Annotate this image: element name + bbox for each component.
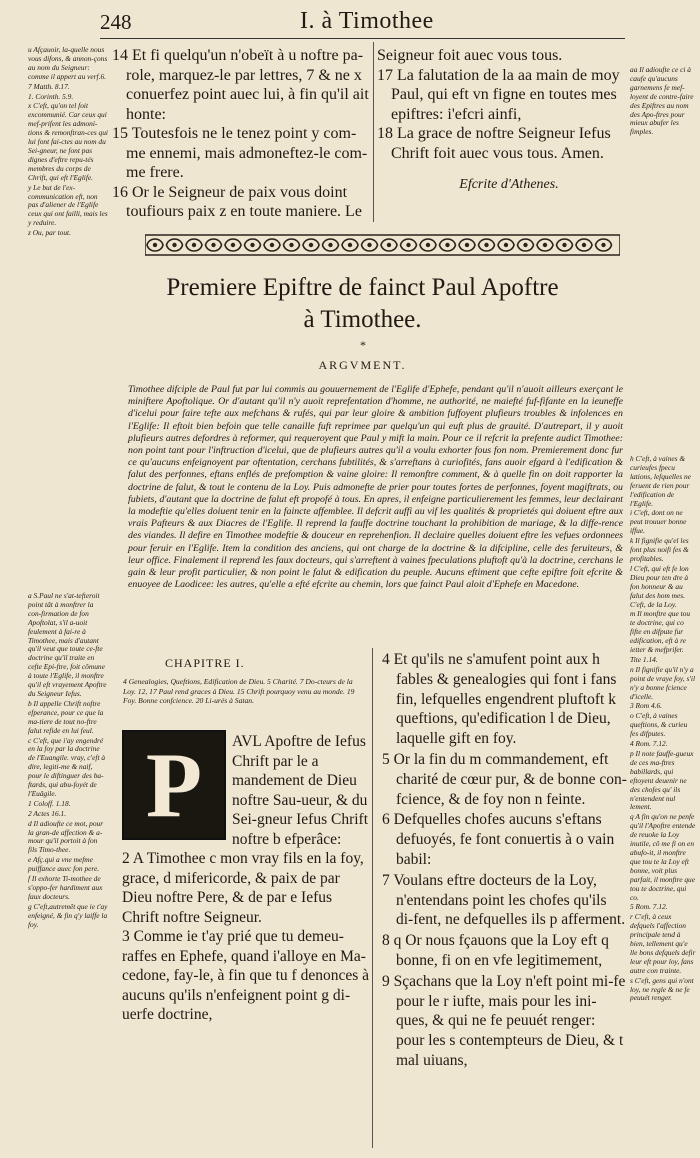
verse: 9 Sçachans que la Loy n'eft point mi-fe pour le r iufte, mais pour les ini-ques, & qui ne fe peuuét renger: pour les s contempteurs de Dieu, & t mal uiuans,	[382, 972, 626, 1069]
ornament-dot	[270, 243, 274, 247]
margin-note: k Il fignifie qu'el les font plus noifi fes & profitables.	[630, 536, 689, 563]
margin-note: b Il appelle Chrift noftre efperance, pour ce que la ma-tiere de tout no-ftre falut refide en lui feul.	[28, 698, 104, 735]
ornament-dot	[250, 243, 254, 247]
running-title: I. à Timothee	[300, 8, 434, 34]
margin-note: a S.Paul ne s'at-tefteroit point tât à monftrer la con-firmation de fon Apoftolat, s'il a-uoit feulement à fai-re à Timothee, mais d'autant qu'il veut que toute ce-fte doctrine qu'il traite en cefte Epi-ftre, foit cômune à toute l'Eglife, il monftre qu'il eft vrayement Apoftre du Seigneur Iefus.	[28, 591, 107, 698]
left-margin-notes-top	[28, 46, 108, 239]
margin-note: x C'eft, qu'on tel foit excommunié. Car ceux qui mef-prifent les admoni-tions & remonftran-ces qui lui font fai-ctes au nom du Sei-gneur, ne font pas dignes d'eftre repu-tés membres du corps de Chrift, qui eft l'Eglife.	[28, 101, 108, 182]
margin-note: h C'eft, à vaines & curieufes fpecu lations, lefquelles ne feruent de rien pour l'edification de l'Eglife.	[630, 454, 691, 508]
verse: 6 Defquelles chofes aucuns s'eftans defuoyés, fe font conuertis à o vain babil:	[382, 811, 615, 868]
ornament-dot	[153, 243, 157, 247]
ornament-dot	[465, 243, 469, 247]
chapter-left-column	[122, 732, 370, 1025]
top-right-column	[377, 46, 627, 195]
verse: 4 Et qu'ils ne s'amufent point aux h fables & genealogies qui font i fans fin, lefquelles engendrent pluftoft k queftions, qu'edification l de Dieu, laquelle gift en foy.	[382, 651, 617, 748]
right-margin-notes-bottom	[630, 455, 696, 1004]
ornament-dot	[523, 243, 527, 247]
epistle-title	[100, 272, 625, 336]
ornament-dot	[426, 243, 430, 247]
margin-note: 1. Corinth. 5.9.	[28, 91, 74, 101]
ornament-dot	[211, 243, 215, 247]
margin-note: o C'eft, à vaines queftions, & curieu fes difputes.	[630, 711, 688, 739]
ornament-dot	[309, 243, 313, 247]
margin-note: g C'eft,autremêt que ie t'ay enfeigné, & fin q'y laiffe la foy.	[28, 901, 108, 929]
ornament-band	[145, 234, 620, 256]
right-margin-note-top	[630, 66, 696, 138]
margin-note: p Il note fauffe-gueux de ces ma-ftres babillards, qui eftoyent deuenir ne des chofes qu' ils n'entendent nul lement.	[630, 749, 694, 812]
margin-note: 2 Actes 16.1.	[28, 808, 67, 818]
ornament-dot	[562, 243, 566, 247]
margin-note: Tite 1.14.	[630, 654, 658, 664]
margin-note: d Il adioufte ce mot, pour la gran-de affection & a-mour qu'il portoit à fon fils Timo-thee.	[28, 818, 104, 855]
margin-note: 4 Rom. 7.12.	[630, 739, 668, 749]
margin-note: 5 Rom. 7.12.	[630, 902, 668, 912]
margin-note: y Le but de l'ex-communication eft, non pas d'aliener de l'Eglife ceux qui ont failli, mais les y reduire.	[28, 182, 108, 228]
signoff: Efcrite d'Athenes.	[459, 177, 559, 192]
ornament-dot	[289, 243, 293, 247]
ornament-dot	[387, 243, 391, 247]
verse: 3 Comme ie t'ay prié que tu demeu-raffes en Ephefe, quand i'alloye en Ma-cedone, fay-le, à fin que tu f denonces à aucuns qu'ils n'enfeignent point g di-uerfe doctrine,	[122, 928, 370, 1023]
margin-note: f Il exhorte Ti-mothee de s'oppo-fer hardiment aux faux docteurs.	[28, 874, 103, 901]
argument-paragraph: Timothee difciple de Paul fut par lui commis au gouuernement de l'Eglife d'Ephefe, pendant qu'il n'auoit ailleurs exerçant le miniftere Apoftolique. Or d'autant qu'il n'y auoit reprefentation d'homme, ne authorité, ne maiefté fuf-fifante en la ieuneffe d'icelui pour faire tefte aux mefchans & rufés, qui par leur gloire & ambition fuffoyent plufieurs troubles & infolences en l'Eglife: Il eftoit bien befoin que telle canaille fuft reprimee par quelqu'un qui euft plus de grauité. D'autrepart, il y auoit plufieurs autres defordres à reformer, qui requeroyent que Paul y mift la main. Pour ce il refcrit la prefente audict Timothee: non point tant pour l'inftruction d'icelui, que de plufieurs autres qu'il a voulu exhorter fous fon nom. Premierement donc fur ce qu'aucuns enfeignoyent par oftentation, cerchans fubtilités, & s'arreftans à curiofités, fans auoir efgard à l'edification & falut des perfonnes, eftans enflés de prefomption & vaine gloire: Il remonftre comment, & à quelle fin on doit rapporter la doctrine de falut, & tout le contenu de la Loy. Puis admonefte de prier pour toutes fortes de perfonnes, foyent magiftrats, ou fubiets, d'autant que la doctrine de falut eft propofé à tous. En apres, il enfeigne particulierement les femmes, leur declairant la modeftie qu'elles doiuent tenir en la faincte affemblee. Il defcrit auffi au vif les qualités & proprietés qui doiuent eftre aux vrais Pafteurs & aux Diacres de l'Eglife. Il reprend la fauffe doctrine touchant la prohibition de mariage, & la diffe-rence des viandes. Il defire en Timothee modeftie & douceur en reprehenfion. Il declaire quelles doiuent eftre les vefues ordonnees pour feruir en l'Eglife. Item la condition des anciens, qui ont charge de la doctrine & la difcipline, celle des feruiteurs, & leur office. Finalement il reprend les faux docteurs, qui s'arreftent à vaines fpeculations pluftoft qu'à la doctrine, cerchans le gain & leur profit particulier, & non point le falut & edification du peuple. Aucuns eftiment que cefte epiftre foit efcrite & enuoyee de Laodicee: les autres, qu'elle a efté efcrite au chemin, lors que fainct Paul aloit d'Ephefe en Macedone.	[128, 384, 623, 591]
verse: 17 La falutation de la aa main de moy Paul, qui eft vn figne en toutes mes epiftres: i'efcri ainfi,	[377, 66, 620, 123]
verse: AVL Apoftre de Iefus Chrift par le a mandement de Dieu noftre Sau-ueur, & du Sei-gneur Iefus Chrift noftre b efperâce:	[232, 733, 369, 848]
verse: Seigneur foit auec vous tous.	[377, 47, 563, 64]
left-margin-notes-bottom	[28, 592, 108, 931]
chapter-right-column	[382, 650, 627, 1072]
ornament-dot	[406, 243, 410, 247]
asterisk-mark: *	[360, 338, 366, 352]
verse: 14 Et fi quelqu'un n'obeït à u noftre pa-role, marquez-le par lettres, 7 & ne x conuerfez point auec lui, à fin qu'il ait honte:	[112, 47, 369, 123]
margin-note: m Il monftre que tou te doctrine, qui co fifte en difpute fur edification, eft à re ietter & mefprifer.	[630, 609, 691, 655]
verse: 2 A Timothee c mon vray fils en la foy, grace, d mifericorde, & paix de par Dieu noftre Pere, & de par e Iefus Chrift noftre Seigneur.	[122, 850, 364, 926]
ornament-dot	[484, 243, 488, 247]
chapter-heading: CHAPITRE I.	[165, 656, 245, 670]
epistle-title-line2: à Timothee.	[303, 306, 422, 333]
verse: 18 La grace de noftre Seigneur Iefus Chrift foit auec vous tous. Amen.	[377, 125, 611, 162]
margin-note: 1 Coloff. 1.18.	[28, 798, 71, 808]
verse: 7 Voulans eftre docteurs de la Loy, n'entendans point les chofes qu'ils di-fent, ne defquelles ils p afferment.	[382, 871, 626, 929]
margin-note: aa Il adioufte ce ci à caufe qu'aucuns garnemens fe mef-loyent de contre-faire des Epiftres au nom des Apo-ftres pour mieux abufer les fimples.	[630, 65, 694, 137]
ornament-dot	[348, 243, 352, 247]
margin-note: n Il fignifie qu'il n'y a point de vraye foy, s'il n'y a bonne fcience d'icelle.	[630, 664, 696, 701]
margin-note: r C'eft, à ceux defquels l'affection principale tend à bien, tellement qu'e lle bons defquels defir leur eft pour loy, fans autre con trainte.	[630, 912, 696, 975]
ornament-dot	[582, 243, 586, 247]
ornament-dot	[367, 243, 371, 247]
verse: 16 Or le Seigneur de paix vous doint toufiours paix z en toute maniere. Le	[112, 183, 362, 220]
margin-note: c C'eft, que i'ay engendré en la foy par la doctrine de l'Euangile. vray, c'eft à dire, legiti-me & naif, pour le diftinguer des ba-ftards, qui abu-foyét de l'Euâgile.	[28, 735, 106, 798]
verse: 5 Or la fin du m commandement, eft charité de cœur pur, & de bonne con-fcience, & de foy non n feinte.	[382, 750, 627, 808]
ornament-dot	[192, 243, 196, 247]
page-number: 248	[100, 10, 132, 34]
column-divider-bottom	[372, 648, 373, 1148]
ornament-dot	[504, 243, 508, 247]
margin-note: s C'eft, gens qui n'ont loy, ne regle & ne fe peuuét renger.	[630, 975, 694, 1003]
ornament-dot	[445, 243, 449, 247]
ornament-dot	[543, 243, 547, 247]
margin-note: 7 Matth. 8.17.	[28, 81, 70, 91]
margin-note: u Afçauoir, la-quelle nous vous difons, & annon-çons au nom du Seigneur: comme il appert au verf.6.	[28, 45, 108, 81]
margin-note: l C'eft, qui eft fe lon Dieu pour ten dre à fon honneur & au falut des hom mes. C'eft, de la Loy.	[630, 563, 689, 609]
margin-note: 3 Rom 4.6.	[630, 701, 663, 711]
chapter-summary: 4 Genealogies, Queftions, Edification de Dieu. 5 Charité. 7 Do-cteurs de la Loy. 12, 17 Paul rend graces à Dieu. 15 Chrift pourquoy venu au monde. 19 Foy. Bonne confcience. 20 Li-urés à Satan.	[123, 677, 355, 706]
ornament-dot	[328, 243, 332, 247]
argument-heading: ARGVMENT.	[318, 358, 407, 372]
margin-note: z Ou, par tout.	[28, 228, 71, 238]
argument-text	[128, 384, 623, 591]
ornament-dot	[231, 243, 235, 247]
header-rule	[100, 38, 625, 39]
ornament-dot	[172, 243, 176, 247]
margin-note: e Afç.qui a vne mefme puiffance auec fon pere.	[28, 855, 100, 874]
verse: 15 Toutesfois ne le tenez point y com-me ennemi, mais admoneftez-le com-me frere.	[112, 125, 368, 181]
ornament-dot	[601, 243, 605, 247]
margin-note: q A fin qu'on ne penfe qu'il l'Apoftre entende de reuoke la Loy inutile, cô me fi on en abufo-it, il monftre que tou te la Loy eft bonne, voit plus parfait, il monftre que tou te doctrine, qui co.	[630, 812, 696, 902]
margin-note: i C'eft, dont on ne peut trouuer bonne iffue.	[630, 508, 687, 536]
top-left-column	[112, 46, 370, 222]
epistle-title-line1: Premiere Epiftre de fainct Paul Apoftre	[166, 274, 559, 301]
initial-letter: P	[145, 734, 203, 836]
verse: 8 q Or nous fçauons que la Loy eft q bonne, fi on en vfe legitimement,	[382, 932, 609, 969]
column-divider-top	[373, 42, 374, 222]
